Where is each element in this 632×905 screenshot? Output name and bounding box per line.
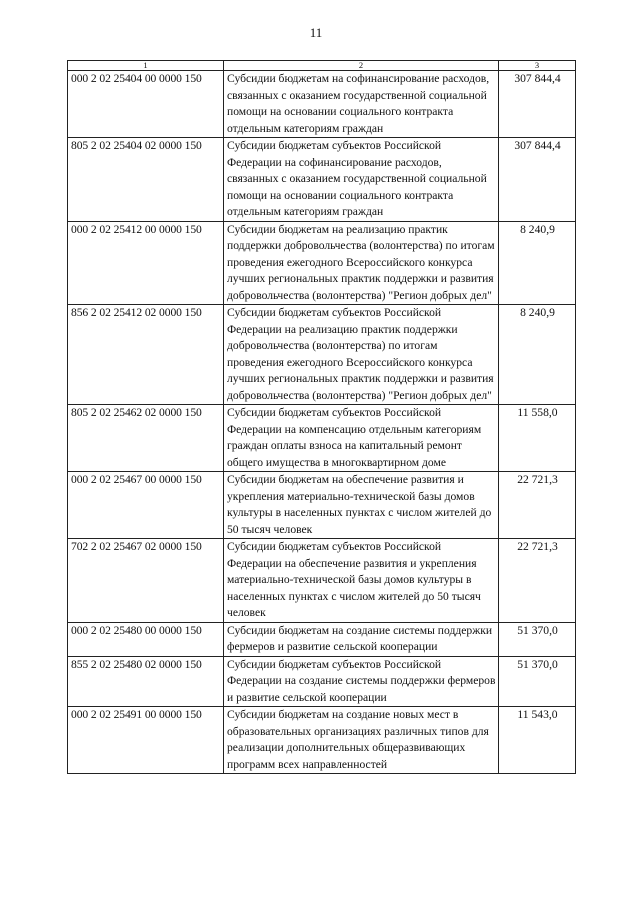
table-row <box>68 305 576 405</box>
revenue-name: Субсидии бюджетам на софинансирование расходов, связанных с оказанием государственной социальной помощи на основании социального контракта отдельным категориям граждан <box>224 71 499 138</box>
table-row <box>68 622 576 656</box>
column-number-2: 2 <box>224 61 499 71</box>
column-number-3: 3 <box>499 61 576 71</box>
budget-code: 000 2 02 25491 00 0000 150 <box>68 707 224 774</box>
budget-code: 000 2 02 25480 00 0000 150 <box>68 622 224 656</box>
table-row <box>68 221 576 305</box>
table-row <box>68 138 576 222</box>
budget-code: 805 2 02 25404 02 0000 150 <box>68 138 224 222</box>
table-row <box>68 472 576 539</box>
amount: 22 721,3 <box>499 539 576 623</box>
revenue-name: Субсидии бюджетам на создание системы поддержки фермеров и развитие сельской кооперации <box>224 622 499 656</box>
amount: 8 240,9 <box>499 305 576 405</box>
revenue-name: Субсидии бюджетам субъектов Российской Федерации на компенсацию отдельным категориям граждан оплаты взноса на капитальный ремонт общего имущества в многоквартирном доме <box>224 405 499 472</box>
table-row <box>68 707 576 774</box>
column-number-1: 1 <box>68 61 224 71</box>
budget-code: 000 2 02 25404 00 0000 150 <box>68 71 224 138</box>
budget-code: 702 2 02 25467 02 0000 150 <box>68 539 224 623</box>
amount: 22 721,3 <box>499 472 576 539</box>
revenue-name: Субсидии бюджетам на реализацию практик поддержки добровольчества (волонтерства) по итогам проведения ежегодного Всероссийского конкурса лучших региональных практик поддержки и развития добровольчества (волонтерства) "Регион добрых дел" <box>224 221 499 305</box>
revenue-name: Субсидии бюджетам на обеспечение развития и укрепления материально-технической базы домов культуры в населенных пунктах с числом жителей до 50 тысяч человек <box>224 472 499 539</box>
amount: 51 370,0 <box>499 656 576 707</box>
column-number-row <box>68 61 576 71</box>
amount: 11 543,0 <box>499 707 576 774</box>
budget-code: 000 2 02 25467 00 0000 150 <box>68 472 224 539</box>
revenue-name: Субсидии бюджетам субъектов Российской Федерации на обеспечение развития и укрепления материально-технической базы домов культуры в населенных пунктах с числом жителей до 50 тысяч человек <box>224 539 499 623</box>
amount: 307 844,4 <box>499 138 576 222</box>
revenue-name: Субсидии бюджетам субъектов Российской Федерации на софинансирование расходов, связанных с оказанием государственной социальной помощи на основании социального контракта отдельным категориям граждан <box>224 138 499 222</box>
table-row <box>68 71 576 138</box>
page-number: 11 <box>309 25 323 40</box>
budget-table <box>67 60 576 774</box>
budget-code: 856 2 02 25412 02 0000 150 <box>68 305 224 405</box>
amount: 8 240,9 <box>499 221 576 305</box>
budget-code: 000 2 02 25412 00 0000 150 <box>68 221 224 305</box>
table-row <box>68 539 576 623</box>
table-row <box>68 656 576 707</box>
revenue-name: Субсидии бюджетам субъектов Российской Федерации на реализацию практик поддержки добровольчества (волонтерства) по итогам проведения ежегодного Всероссийского конкурса лучших региональных практик поддержки и развития добровольчества (волонтерства) "Регион добрых дел" <box>224 305 499 405</box>
table-row <box>68 405 576 472</box>
budget-code: 805 2 02 25462 02 0000 150 <box>68 405 224 472</box>
amount: 307 844,4 <box>499 71 576 138</box>
revenue-name: Субсидии бюджетам субъектов Российской Федерации на создание системы поддержки фермеров и развитие сельской кооперации <box>224 656 499 707</box>
revenue-name: Субсидии бюджетам на создание новых мест в образовательных организациях различных типов для реализации дополнительных общеразвивающих программ всех направленностей <box>224 707 499 774</box>
budget-code: 855 2 02 25480 02 0000 150 <box>68 656 224 707</box>
amount: 51 370,0 <box>499 622 576 656</box>
amount: 11 558,0 <box>499 405 576 472</box>
